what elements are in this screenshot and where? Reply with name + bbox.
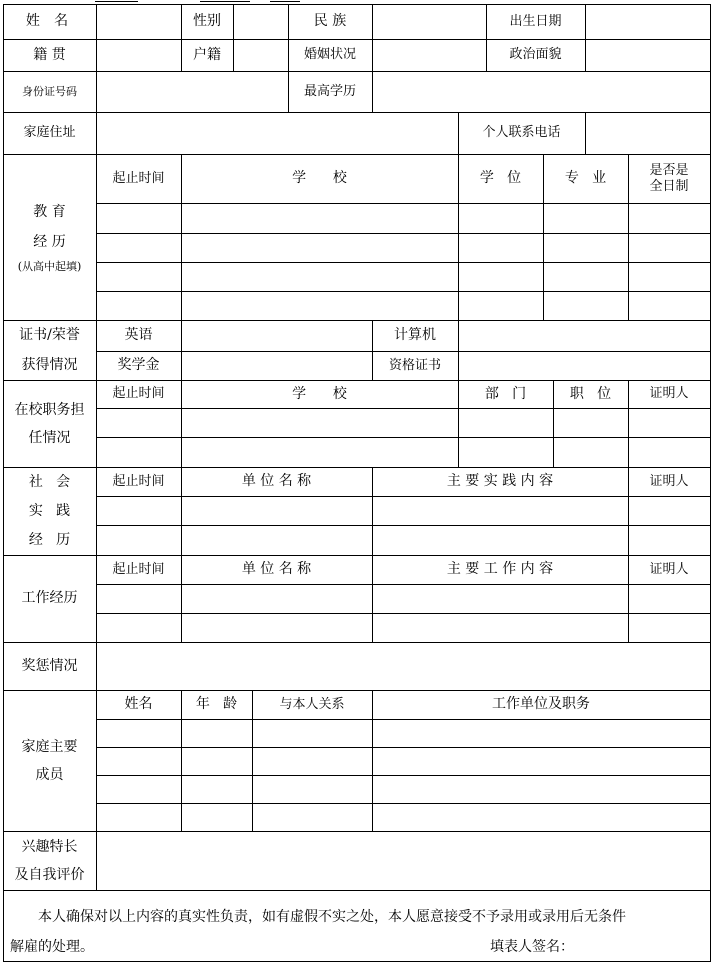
edu-col-fulltime: 是否是 全日制	[649, 162, 689, 194]
roles-col-dept: 部 门	[484, 385, 527, 402]
family-col-work: 工作单位及职务	[492, 696, 590, 713]
social-col-org: 单 位 名 称	[241, 473, 312, 490]
social-col-content: 主 要 实 践 内 容	[446, 473, 554, 490]
certificates-section-label: 证书/荣誉 获得情况	[19, 327, 80, 373]
family-section-label: 家庭主要 成员	[21, 738, 78, 783]
header-underline-3	[270, 1, 300, 2]
header-underline-2	[200, 1, 250, 2]
work-col-witness: 证明人	[649, 561, 689, 577]
work-col-org: 单 位 名 称	[241, 561, 312, 578]
edu-col-school: 学 校	[292, 170, 347, 187]
marital-status-label: 婚姻状况	[303, 47, 356, 63]
cert-english-label: 英语	[124, 327, 153, 344]
roles-col-position: 职 位	[569, 385, 612, 402]
declaration-line-2: 解雇的处理。	[10, 939, 94, 955]
roles-col-school: 学 校	[292, 385, 347, 402]
contact-phone-label: 个人联系电话	[482, 125, 561, 141]
declaration-text	[10, 902, 704, 962]
political-status-label: 政治面貌	[509, 47, 562, 63]
social-col-witness: 证明人	[649, 473, 689, 489]
cert-scholarship-label: 奖学金	[117, 357, 160, 374]
signature-label: 填表人签名：	[490, 939, 574, 955]
edu-col-degree: 学 位	[479, 170, 522, 187]
social-col-period: 起止时间	[112, 473, 165, 489]
interests-section-label: 兴趣特长 及自我评价	[14, 838, 85, 883]
education-section-label: 教 育 经 历 (从高中起填)	[17, 204, 82, 273]
household-label: 户籍	[193, 46, 221, 63]
home-address-label: 家庭住址	[23, 125, 76, 141]
awards-section-label: 奖惩情况	[21, 657, 78, 674]
family-col-age: 年 龄	[195, 696, 238, 713]
edu-col-period: 起止时间	[112, 170, 165, 186]
social-practice-section-label: 社 会 实 践 经 历	[28, 473, 71, 548]
work-col-period: 起止时间	[112, 561, 165, 577]
birthdate-label: 出生日期	[509, 13, 562, 29]
name-label: 姓 名	[25, 13, 74, 30]
roles-col-period: 起止时间	[112, 386, 165, 402]
cert-computer-label: 计算机	[394, 327, 436, 344]
edu-col-major: 专 业	[564, 170, 607, 187]
cert-qualification-label: 资格证书	[388, 357, 441, 373]
family-col-name: 姓名	[124, 696, 153, 713]
gender-label: 性别	[193, 13, 221, 30]
work-section-label: 工作经历	[21, 590, 78, 607]
family-col-relation: 与本人关系	[279, 696, 345, 712]
roles-col-witness: 证明人	[649, 386, 689, 402]
id-number-label: 身份证号码	[22, 84, 77, 98]
campus-roles-section-label: 在校职务担 任情况	[14, 401, 85, 446]
highest-education-label: 最高学历	[303, 83, 356, 99]
ethnicity-label: 民 族	[313, 13, 347, 30]
native-place-label: 籍 贯	[33, 46, 66, 63]
header-underline-1	[95, 1, 138, 2]
work-col-content: 主 要 工 作 内 容	[446, 561, 554, 578]
declaration-line-1: 本人确保对以上内容的真实性负责，如有虚假不实之处，本人愿意接受不予录用或录用后无条件	[38, 909, 626, 925]
